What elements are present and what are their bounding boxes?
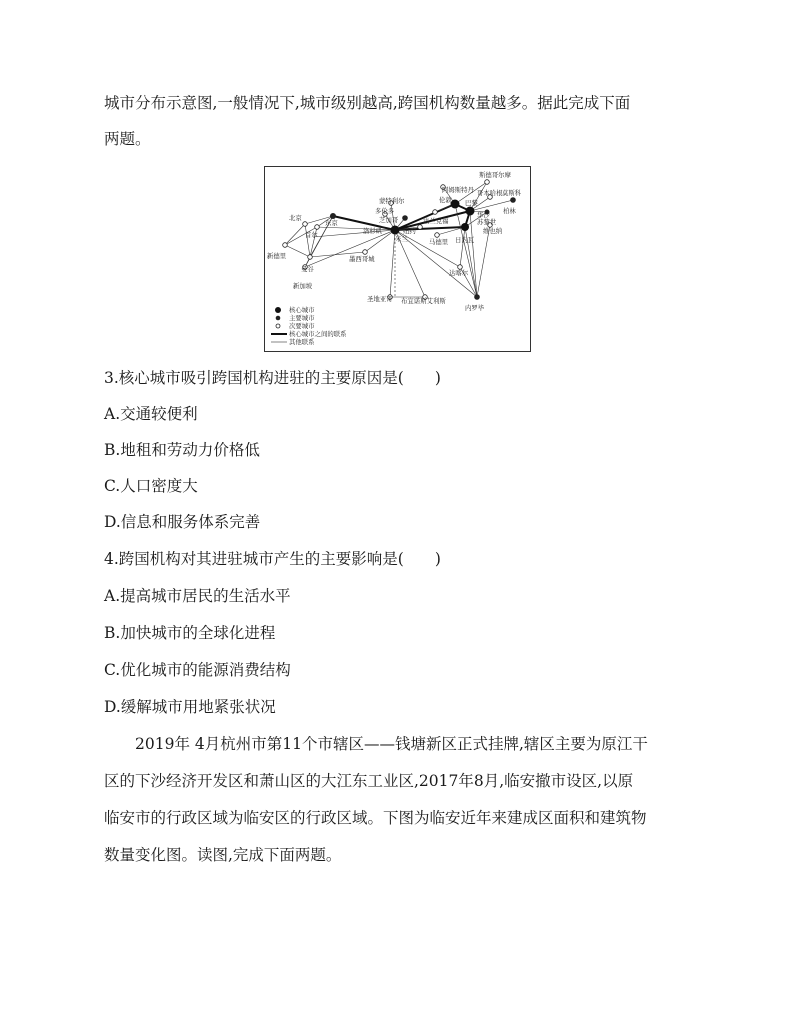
label-moscow: 莫斯科	[502, 189, 522, 197]
legend-core: 核心城市	[289, 306, 315, 314]
label-vienna: 维也纳	[483, 227, 503, 235]
label-newdelhi: 新德里	[267, 252, 287, 260]
label-tokyo: 东京	[325, 219, 338, 227]
label-zurich: 苏黎世	[477, 218, 497, 226]
q3-option-a: A.交通较便利	[104, 405, 198, 423]
label-singapore: 新加坡	[293, 282, 313, 290]
legend-major: 主要城市	[289, 314, 315, 322]
label-mexicocity: 墨西哥城	[349, 255, 375, 263]
q3-option-b: B.地租和劳动力价格低	[104, 441, 260, 459]
label-seoul: 首尔	[305, 231, 318, 239]
legend-secondary: 次要城市	[289, 322, 315, 330]
label-amsterdam: 阿姆斯特丹	[442, 186, 474, 194]
intro-line-1: 城市分布示意图,一般情况下,城市级别越高,跨国机构数量越多。据此完成下面	[104, 94, 631, 112]
label-paris: 巴黎	[465, 199, 478, 207]
q4-option-c: C.优化城市的能源消费结构	[104, 661, 291, 679]
q4-option-a: A.提高城市居民的生活水平	[104, 587, 291, 605]
label-losangeles: 洛杉矶	[363, 227, 383, 235]
label-chicago: 芝加哥	[379, 216, 399, 224]
label-berlin: 柏林	[503, 207, 516, 215]
map-legend	[271, 305, 347, 346]
city-network-svg	[265, 167, 532, 353]
label-frankfurt: 法兰克福	[423, 217, 449, 225]
label-santiago: 圣地亚哥	[367, 295, 393, 303]
label-montreal: 蒙特利尔	[379, 197, 405, 205]
city-network-map	[264, 166, 531, 352]
label-london: 伦敦	[439, 196, 452, 204]
label-copenhagen: 哥本哈根	[477, 189, 503, 197]
q4-option-d: D.缓解城市用地紧张状况	[104, 698, 276, 716]
label-beijing: 北京	[289, 214, 302, 222]
label-mumbai: 曼谷	[301, 265, 314, 273]
label-rome: 日内瓦	[455, 236, 475, 244]
q4-option-b: B.加快城市的全球化进程	[104, 624, 276, 642]
label-sihanbaoer: 斯德哥尔摩	[479, 171, 511, 179]
label-madrid: 马德里	[429, 238, 449, 246]
passage-line-2: 区的下沙经济开发区和萧山区的大江东工业区,2017年8月,临安撤市设区,以原	[104, 772, 634, 790]
q3-stem: 3.核心城市吸引跨国机构进驻的主要原因是( )	[104, 369, 441, 387]
label-dakar: 达喀尔	[449, 269, 469, 277]
q4-stem: 4.跨国机构对其进驻城市产生的主要影响是( )	[104, 550, 441, 568]
q3-option-c: C.人口密度大	[104, 477, 198, 495]
core-links	[333, 204, 470, 230]
label-buenosaires: 布宜诺斯艾利斯	[401, 297, 446, 305]
passage-line-4: 数量变化图。读图,完成下面两题。	[104, 846, 342, 864]
legend-other-link: 其他联系	[289, 338, 315, 346]
label-warsaw: 华沙	[477, 211, 490, 219]
passage-line-3: 临安市的行政区域为临安区的行政区域。下图为临安近年来建成区面积和建筑物	[104, 809, 647, 827]
legend-core-link: 核心城市之间的联系	[289, 330, 347, 338]
q3-option-d: D.信息和服务体系完善	[104, 513, 261, 531]
label-milan: 米兰	[395, 235, 408, 243]
label-toronto: 多伦多	[375, 207, 395, 215]
intro-line-2: 两题。	[104, 130, 151, 148]
passage-line-1: 2019年 4月杭州市第11个市辖区——钱塘新区正式挂牌,辖区主要为原江干	[135, 735, 648, 753]
label-nairobi: 内罗毕	[465, 304, 485, 312]
label-newyork: 纽约	[403, 227, 416, 235]
